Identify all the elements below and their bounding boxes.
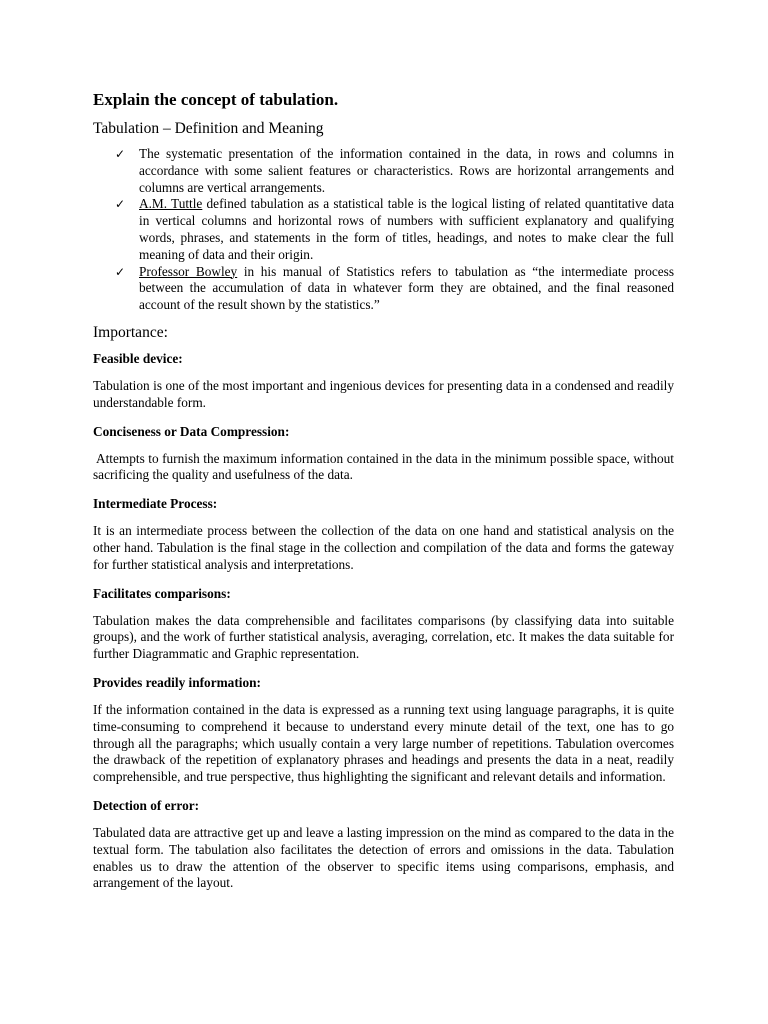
definition-text: defined tabulation as a statistical table is the logical listing of related quantitative data in vertical columns and horizontal rows of numbers with sufficient explanatory and qualifying words, phrases, and statements in the form of titles, headings, and notes to make clear the full meaning of data and their origin. [139, 196, 674, 262]
definition-author: Professor Bowley [139, 263, 238, 279]
document-title: Explain the concept of tabulation. [93, 90, 339, 109]
section-body: It is an intermediate process between the collection of the data on one hand and statistical analysis on the other hand. Tabulation is the final stage in the collection and compilation of the data and forms the gateway for further statistical analysis and interpretations. [93, 523, 674, 572]
check-mark-icon: ✓ [115, 264, 126, 279]
definition-text: in his manual of Statistics refers to tabulation as “the intermediate process between the accumulation of data in whatever form they are obtained, and the final reasoned account of the result shown by the statistics.” [139, 263, 674, 313]
section-heading: Provides readily information: [93, 674, 261, 690]
check-mark-icon: ✓ [115, 147, 126, 161]
importance-section [93, 423, 674, 485]
section-heading: Detection of error: [93, 797, 200, 813]
importance-section [93, 350, 674, 412]
document-subtitle: Tabulation – Definition and Meaning [93, 120, 324, 137]
definition-item [115, 196, 674, 263]
definition-text: The systematic presentation of the information contained in the data, in rows and columns in accordance with some salient features or characteristics. Rows are horizontal arrangements and columns are vertical arrangements. [139, 146, 674, 195]
section-body: Tabulation is one of the most important and ingenious devices for presenting data in a condensed and readily understandable form. [93, 377, 674, 410]
definition-author: A.M. Tuttle [139, 196, 203, 212]
section-body: Attempts to furnish the maximum information contained in the data in the minimum possible space, without sacrificing the quality and usefulness of the data. [93, 450, 674, 483]
definition-item [115, 263, 674, 314]
importance-heading: Importance: [93, 323, 168, 341]
section-heading: Feasible device: [93, 350, 183, 366]
section-heading: Conciseness or Data Compression: [93, 423, 290, 439]
definition-list [93, 146, 674, 314]
section-heading: Facilitates comparisons: [93, 585, 231, 601]
definition-item [115, 146, 674, 196]
importance-section [93, 495, 674, 573]
importance-section [93, 797, 674, 892]
section-body: Tabulated data are attractive get up and leave a lasting impression on the mind as compared to the data in the textual form. The tabulation also facilitates the detection of errors and omissions in the data. Tabulation enables us to draw the attention of the observer to specific items using comparisons, emphasis, and arrangement of the layout. [93, 824, 674, 891]
section-body: Tabulation makes the data comprehensible and facilitates comparisons (by classifying data into suitable groups), and the work of further statistical analysis, averaging, correlation, etc. It makes the data suitable for further Diagrammatic and Graphic representation. [93, 612, 674, 662]
section-body: If the information contained in the data is expressed as a running text using language paragraphs, it is quite time-consuming to comprehend it because to understand every minute detail of the text, one has to go through all the paragraphs; which usually contain a very large number of repetitions. Tabulation overcomes the drawback of the repetition of explanatory phrases and headings and presents the data in a neat, readily comprehensible, and true perspective, thus highlighting the significant and relevant details and information. [93, 701, 674, 785]
section-heading: Intermediate Process: [93, 496, 218, 512]
importance-section [93, 585, 674, 663]
importance-section [93, 674, 674, 786]
check-mark-icon: ✓ [115, 197, 126, 212]
